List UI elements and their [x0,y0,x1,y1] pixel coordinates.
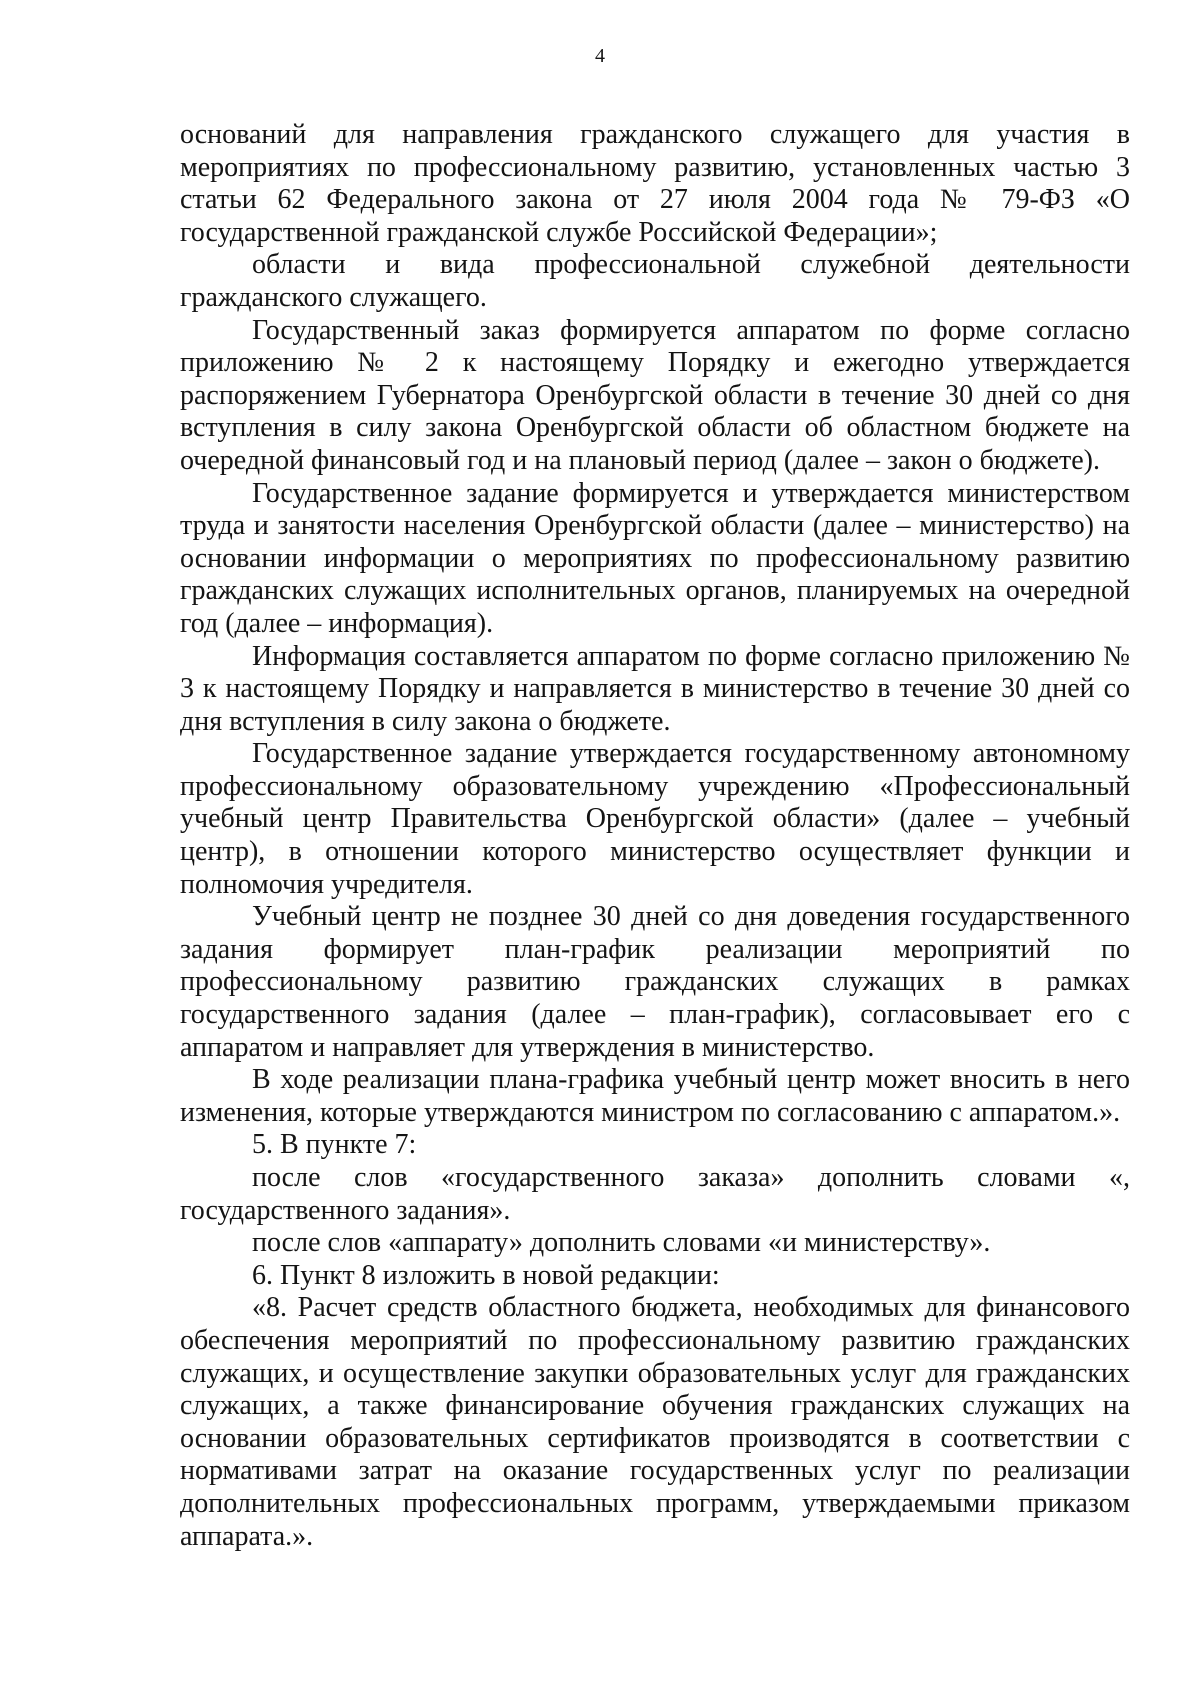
paragraph-state-order: Государственный заказ формируется аппаратом по форме согласно приложению № 2 к настоящему Порядку и ежегодно утверждается распоряжением Губернатора Оренбургской области в течение 30 дней со дня вступления в силу закона Оренбургской области об областном бюджете на очередной финансовый год и на плановый период (далее – закон о бюджете). [180,314,1130,476]
paragraph-item-5: 5. В пункте 7: [252,1129,417,1161]
paragraph-schedule: Учебный центр не позднее 30 дней со дня доведения государственного задания формирует план-график реализации мероприятий по профессиональному развитию гражданских служащих в рамках государственного задания (далее – план-график), согласовывает его с аппаратом и направляет для утверждения в министерство. [180,901,1130,1063]
paragraph-item-5-amend-1: после слов «государственного заказа» дополнить словами «, государственного задания». [180,1162,1130,1226]
page-number: 4 [595,45,605,67]
paragraph-schedule-changes: В ходе реализации плана-графика учебный центр может вносить в него изменения, которые утверждаются министром по согласованию с аппаратом.». [180,1064,1130,1128]
paragraph-item-8-text: «8. Расчет средств областного бюджета, необходимых для финансового обеспечения мероприятий по профессиональному развитию гражданских служащих, и осуществление закупки образовательных услуг для гражданских служащих, а также финансирование обучения гражданских служащих на основании образовательных сертификатов производятся в соответствии с нормативами затрат на оказание государственных услуг по реализации дополнительных профессиональных программ, утверждаемыми приказом аппарата.». [180,1292,1130,1552]
paragraph-state-task: Государственное задание формируется и утверждается министерством труда и занятости населения Оренбургской области (далее – министерство) на основании информации о мероприятиях по профессиональному развитию гражданских служащих исполнительных органов, планируемых на очередной год (далее – информация). [180,477,1130,639]
paragraph-field-of-activity: области и вида профессиональной служебной деятельности гражданского служащего. [180,249,1130,313]
paragraph-item-5-amend-2: после слов «аппарату» дополнить словами «и министерству». [252,1227,991,1259]
document-body [180,119,1130,1553]
paragraph-grounds: оснований для направления гражданского служащего для участия в мероприятиях по профессиональному развитию, установленных частью 3 статьи 62 Федерального закона от 27 июля 2004 года № 79-ФЗ «О государственной гражданской службе Российской Федерации»; [180,119,1130,248]
paragraph-training-center: Государственное задание утверждается государственному автономному профессиональному образовательному учреждению «Профессиональный учебный центр Правительства Оренбургской области» (далее – учебный центр), в отношении которого министерство осуществляет функции и полномочия учредителя. [180,738,1130,900]
paragraph-item-6: 6. Пункт 8 изложить в новой редакции: [252,1259,720,1291]
paragraph-information: Информация составляется аппаратом по форме согласно приложению № 3 к настоящему Порядку и направляется в министерство в течение 30 дней со дня вступления в силу закона о бюджете. [180,640,1130,737]
